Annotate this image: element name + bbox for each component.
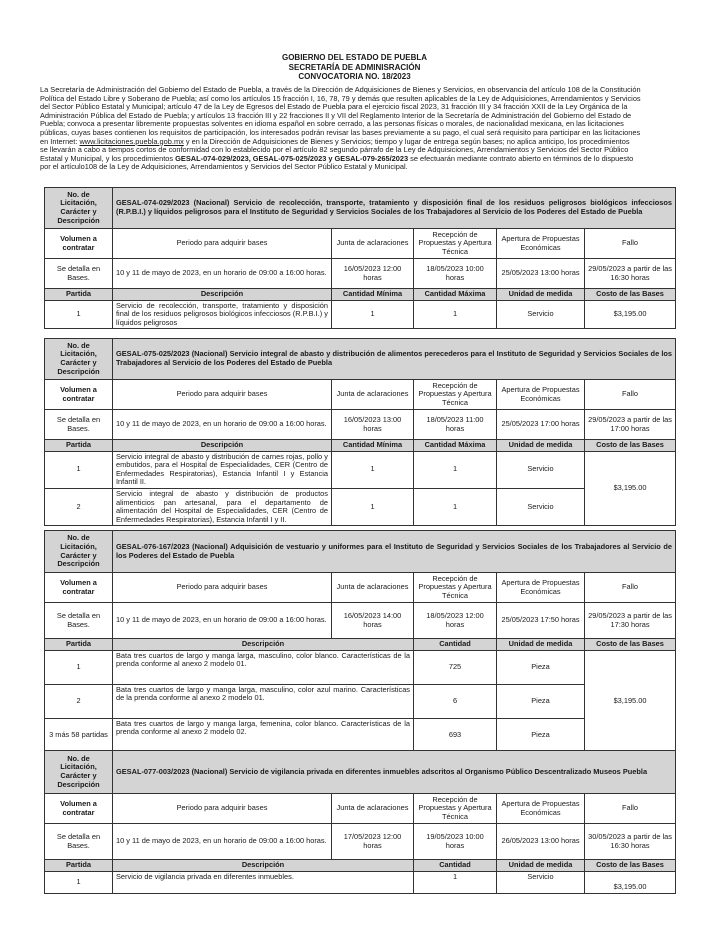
label-descripcion: Descripción <box>113 860 414 872</box>
intro-line: del Sector Público Estatal y Municipal; artículo 47 de la Ley de Egresos del Estado de Puebla para el ejercicio fiscal 2023, 31 fracción III y 34 fracción XXII de la Ley Orgánica de la <box>40 102 628 112</box>
partida-value: 2 <box>45 488 113 525</box>
intro-text: y en la Dirección de Adquisiciones de Bienes y Servicios; tiempo y lugar de entrega según bases; no aplica anticipo, los procedimientos <box>183 136 630 146</box>
label-periodo: Periodo para adquirir bases <box>113 380 332 410</box>
label-volumen: Volumen a contratar <box>45 573 113 603</box>
label-volumen: Volumen a contratar <box>45 794 113 824</box>
tender-title: GESAL-077-003/2023 (Nacional) Servicio de vigilancia privada en diferentes inmuebles adscritos al Organismo Público Descentralizado Museos Puebla <box>113 751 676 794</box>
label-periodo: Periodo para adquirir bases <box>113 794 332 824</box>
label-recepcion: Recepción de Propuestas y Apertura Técnica <box>414 794 497 824</box>
label-apertura: Apertura de Propuestas Económicas <box>497 380 585 410</box>
recepcion-value: 18/05/2023 10:00 horas <box>414 259 497 289</box>
label-fallo: Fallo <box>585 380 676 410</box>
descripcion-value: Servicio de recolección, transporte, tratamiento y disposición final de los residuos peligrosos biológicos infecciosos (R.P.B.I.) y líquidos peligrosos <box>113 300 332 329</box>
label-partida: Partida <box>45 860 113 872</box>
cant-min-value: 1 <box>332 300 414 329</box>
junta-value: 16/05/2023 14:00 horas <box>332 603 414 639</box>
periodo-value: 10 y 11 de mayo de 2023, en un horario de 09:00 a 16:00 horas. <box>113 603 332 639</box>
label-fallo: Fallo <box>585 794 676 824</box>
junta-value: 17/05/2023 12:00 horas <box>332 824 414 860</box>
unidad-value: Pieza <box>497 684 585 718</box>
periodo-value: 10 y 11 de mayo de 2023, en un horario de 09:00 a 16:00 horas. <box>113 259 332 289</box>
intro-line: se llevarán a cabo a tiempos cortos de conformidad con lo establecido por el artículo 82 segundo párrafo de la Ley de Adquisiciones, Arrendamientos y Servicios del Sector Público <box>40 145 629 155</box>
costo-value: $3,195.00 <box>585 650 676 752</box>
label-unidad: Unidad de medida <box>497 860 585 872</box>
descripcion-value: Bata tres cuartos de largo y manga larga, masculino, color blanco. Características de la prenda conforme al anexo 2 modelo 01. <box>113 650 414 684</box>
volumen-value: Se detalla en Bases. <box>45 824 113 860</box>
descripcion-value: Servicio de vigilancia privada en diferentes inmuebles. <box>113 871 414 893</box>
intro-line: Puebla; convoca a presentar libremente propuestas solventes en idioma español en sobre cerrado, a las personas físicas o morales, de nacionalidad mexicana, en las licitaciones <box>40 119 624 129</box>
label-periodo: Periodo para adquirir bases <box>113 573 332 603</box>
volumen-value: Se detalla en Bases. <box>45 259 113 289</box>
costo-value: $3,195.00 <box>585 871 676 893</box>
cantidad-value: 693 <box>414 718 497 752</box>
label-costo: Costo de las Bases <box>585 639 676 651</box>
label-descripcion: Descripción <box>113 639 414 651</box>
label-partida: Partida <box>45 289 113 301</box>
header-secretariat: SECRETARÍA DE ADMINISRACIÓN <box>288 62 421 72</box>
periodo-value: 10 y 11 de mayo de 2023, en un horario de 09:00 a 16:00 horas. <box>113 410 332 440</box>
descripcion-value: Bata tres cuartos de largo y manga larga, femenina, color blanco. Características de la prenda conforme al anexo 2 modelo 02. <box>113 718 414 752</box>
unidad-value: Servicio <box>497 871 585 893</box>
intro-line: Administración Pública del Estado de Puebla; y artículos 13 fracción III y 22 fracciones II y VII del Reglamento Interior de la Secretaría de Administración del Gobierno del Estado de <box>40 110 632 120</box>
unidad-value: Servicio <box>497 300 585 329</box>
apertura-value: 26/05/2023 13:00 horas <box>497 824 585 860</box>
tender-title: GESAL-075-025/2023 (Nacional) Servicio integral de abasto y distribución de alimentos perecederos para el Instituto de Seguridad y Servicios Sociales de los Trabajadores al Servicio de los Poderes del Estado de Puebla <box>113 339 676 380</box>
intro-text: en Internet: <box>40 136 80 146</box>
junta-value: 16/05/2023 13:00 horas <box>332 410 414 440</box>
cant-min-value: 1 <box>332 488 414 525</box>
label-periodo: Periodo para adquirir bases <box>113 229 332 259</box>
costo-value: $3,195.00 <box>585 300 676 329</box>
apertura-value: 25/05/2023 13:00 horas <box>497 259 585 289</box>
label-cant-max: Cantidad Máxima <box>414 440 497 452</box>
costo-value: $3,195.00 <box>585 451 676 526</box>
label-recepcion: Recepción de Propuestas y Apertura Técnica <box>414 229 497 259</box>
tender-title: GESAL-074-029/2023 (Nacional) Servicio de recolección, transporte, tratamiento y disposición final de los residuos peligrosos biológicos infecciosos (R.P.B.I.) y líquidos peligrosos para el Instituto de Seguridad y Servicios Sociales de los Trabajadores al Servicio de los Poderes del Estado de Puebla <box>113 188 676 229</box>
intro-text: Estatal y Municipal, y los procedimientos <box>40 153 176 163</box>
partida-value: 1 <box>45 650 113 684</box>
cant-max-value: 1 <box>414 300 497 329</box>
tender-table-074 <box>44 187 676 329</box>
label-junta: Junta de aclaraciones <box>332 229 414 259</box>
label-junta: Junta de aclaraciones <box>332 794 414 824</box>
cantidad-value: 1 <box>414 871 497 893</box>
label-costo: Costo de las Bases <box>585 289 676 301</box>
recepcion-value: 18/05/2023 11:00 horas <box>414 410 497 440</box>
label-volumen: Volumen a contratar <box>45 229 113 259</box>
label-cant-max: Cantidad Máxima <box>414 289 497 301</box>
label-cant-min: Cantidad Mínima <box>332 289 414 301</box>
label-costo: Costo de las Bases <box>585 440 676 452</box>
partida-value: 3 más 58 partidas <box>45 718 113 752</box>
intro-line: por el artículo108 de la Ley de Adquisiciones, Arrendamientos y Servicios del Sector Público Estatal y Municipal. <box>40 162 408 172</box>
label-cantidad: Cantidad <box>414 860 497 872</box>
intro-paragraph <box>40 86 674 172</box>
recepcion-value: 19/05/2023 10:00 horas <box>414 824 497 860</box>
partida-value: 1 <box>45 300 113 329</box>
label-partida: Partida <box>45 639 113 651</box>
fallo-value: 29/05/2023 a partir de las 17:00 horas <box>585 410 676 440</box>
label-cantidad: Cantidad <box>414 639 497 651</box>
descripcion-value: Bata tres cuartos de largo y manga larga, masculino, color azul marino. Características de la prenda conforme al anexo 2 modelo 01. <box>113 684 414 718</box>
label-apertura: Apertura de Propuestas Económicas <box>497 573 585 603</box>
label-fallo: Fallo <box>585 573 676 603</box>
partida-value: 1 <box>45 451 113 488</box>
label-recepcion: Recepción de Propuestas y Apertura Técnica <box>414 573 497 603</box>
partida-value: 1 <box>45 871 113 893</box>
label-unidad: Unidad de medida <box>497 440 585 452</box>
junta-value: 16/05/2023 12:00 horas <box>332 259 414 289</box>
apertura-value: 25/05/2023 17:00 horas <box>497 410 585 440</box>
label-volumen: Volumen a contratar <box>45 380 113 410</box>
header-government: GOBIERNO DEL ESTADO DE PUEBLA <box>281 53 428 62</box>
apertura-value: 25/05/2023 17:50 horas <box>497 603 585 639</box>
header-convocatoria: CONVOCATORIA NO. 18/2023 <box>298 72 411 81</box>
periodo-value: 10 y 11 de mayo de 2023, en un horario de 09:00 a 16:00 horas. <box>113 824 332 860</box>
document-header <box>0 53 709 82</box>
label-fallo: Fallo <box>585 229 676 259</box>
label-descripcion: Descripción <box>113 440 332 452</box>
cant-min-value: 1 <box>332 451 414 488</box>
tender-title: GESAL-076-167/2023 (Nacional) Adquisición de vestuario y uniformes para el Instituto de Seguridad y Servicios Sociales de los Trabajadores al Servicio de los Poderes del Estado de Puebla <box>113 531 676 573</box>
label-descripcion: Descripción <box>113 289 332 301</box>
tender-table-076 <box>44 530 676 753</box>
label-recepcion: Recepción de Propuestas y Apertura Técnica <box>414 380 497 410</box>
fallo-value: 29/05/2023 a partir de las 17:30 horas <box>585 603 676 639</box>
intro-line: La Secretaría de Administración del Gobierno del Estado de Puebla, a través de la Dirección de Adquisiciones de Bienes y Servicios, en observancia del artículo 108 de la Constitución <box>40 85 641 94</box>
tender-table-077 <box>44 750 676 894</box>
cantidad-value: 725 <box>414 650 497 684</box>
tender-table-075 <box>44 338 676 526</box>
label-no-licitacion: No. de Licitación, Carácter y Descripción <box>45 751 113 794</box>
label-junta: Junta de aclaraciones <box>332 380 414 410</box>
volumen-value: Se detalla en Bases. <box>45 603 113 639</box>
label-costo: Costo de las Bases <box>585 860 676 872</box>
label-no-licitacion: No. de Licitación, Carácter y Descripción <box>45 531 113 573</box>
label-partida: Partida <box>45 440 113 452</box>
recepcion-value: 18/05/2023 12:00 horas <box>414 603 497 639</box>
label-junta: Junta de aclaraciones <box>332 573 414 603</box>
descripcion-value: Servicio integral de abasto y distribución de productos alimenticios pan artesanal, para el departamento de alimentación del Hospital de Especialidades, CER (Centro de Enfermedades Respiratorias), Estancia Infantil I y II. <box>113 488 332 525</box>
cant-max-value: 1 <box>414 488 497 525</box>
label-cant-min: Cantidad Mínima <box>332 440 414 452</box>
intro-line: Política del Estado Libre y Soberano de Puebla; así como los artículos 15 fracción I, 16, 78, 79 y demás que resulten aplicables de la Ley de Adquisiciones, Arrendamientos y Servicios <box>40 93 641 103</box>
label-unidad: Unidad de medida <box>497 289 585 301</box>
unidad-value: Servicio <box>497 451 585 488</box>
volumen-value: Se detalla en Bases. <box>45 410 113 440</box>
label-apertura: Apertura de Propuestas Económicas <box>497 794 585 824</box>
label-unidad: Unidad de medida <box>497 639 585 651</box>
unidad-value: Pieza <box>497 718 585 752</box>
label-apertura: Apertura de Propuestas Económicas <box>497 229 585 259</box>
descripcion-value: Servicio integral de abasto y distribución de carnes rojas, pollo y embutidos, para el Hospital de Especialidades, CER (Centro de Enfermedades Respiratorias), Estancia Infantil I y Estancia Infantil II. <box>113 451 332 488</box>
cantidad-value: 6 <box>414 684 497 718</box>
intro-text: se efectuarán mediante contrato abierto en términos de lo dispuesto <box>408 153 634 163</box>
label-no-licitacion: No. de Licitación, Carácter y Descripción <box>45 188 113 229</box>
intro-line: públicas, cuyas bases contienen los requisitos de participación, los interesados podrán revisar las bases previamente a su pago, el cual será requisito para participar en las licitaciones <box>40 127 641 137</box>
label-no-licitacion: No. de Licitación, Carácter y Descripción <box>45 339 113 380</box>
fallo-value: 30/05/2023 a partir de las 16:30 horas <box>585 824 676 860</box>
partida-value: 2 <box>45 684 113 718</box>
licitaciones-link[interactable]: www.licitaciones.puebla.gob.mx <box>79 136 184 146</box>
unidad-value: Pieza <box>497 650 585 684</box>
procedure-codes: GESAL-074-029/2023, GESAL-075-025/2023 y GESAL-079-265/2023 <box>175 153 409 163</box>
fallo-value: 29/05/2023 a partir de las 16:30 horas <box>585 259 676 289</box>
cant-max-value: 1 <box>414 451 497 488</box>
unidad-value: Servicio <box>497 488 585 525</box>
